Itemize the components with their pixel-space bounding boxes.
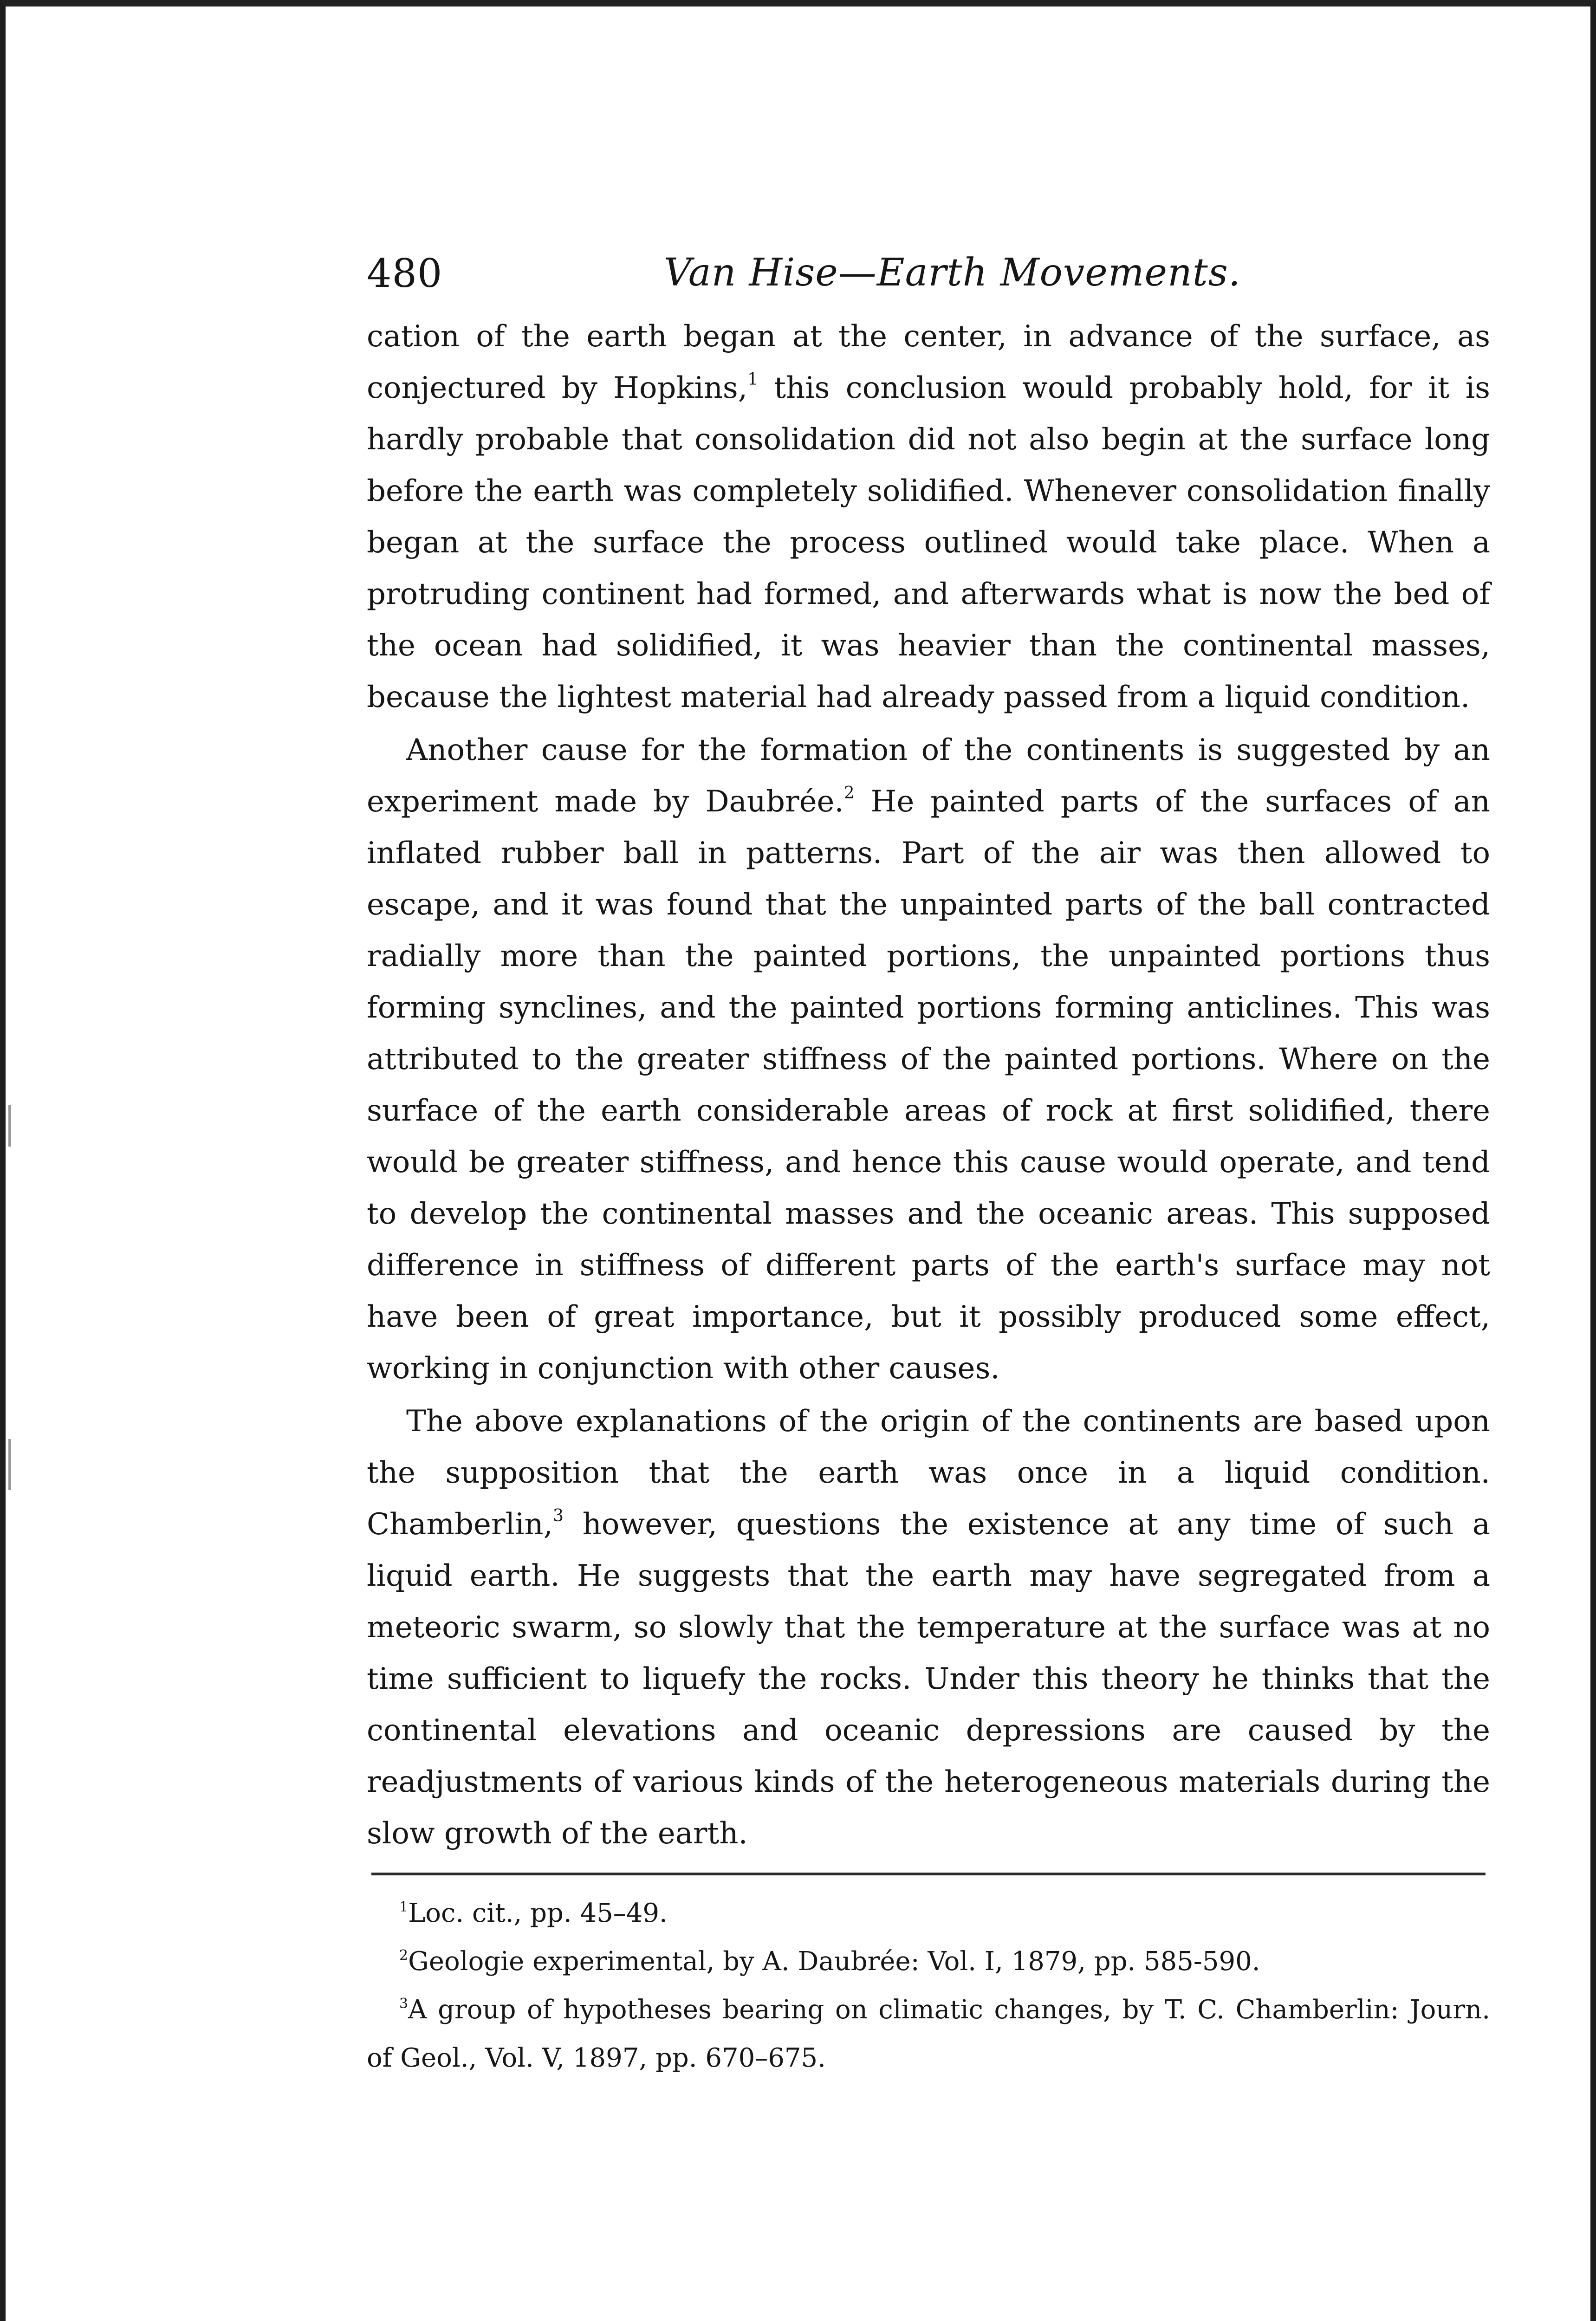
paragraph	[367, 311, 1490, 723]
footnote-mark: 1	[399, 1899, 409, 1915]
paragraph-text: The above explanations of the origin of the continents are based upon the supposition that the earth was once in a liquid condition. Chamberlin,	[367, 1404, 1490, 1542]
footnote	[367, 1938, 1490, 1986]
paragraph-text: He painted parts of the surfaces of an inflated rubber ball in patterns. Part of the air was then allowed to escape, and it was found that the unpainted parts of the ball contracted radially more than the painted portions, the unpainted portions thus forming synclines, and the painted portions forming anticlines. This was attributed to the greater stiffness of the painted portions. Where on the surface of the earth considerable areas of rock at first solidified, there would be greater stiffness, and hence this cause would operate, and tend to develop the continental masses and the oceanic areas. This supposed difference in stiffness of different parts of the earth's surface may not have been of great importance, but it possibly produced some effect, working in conjunction with other causes.	[367, 784, 1491, 1386]
footnote-mark: 2	[399, 1947, 409, 1964]
page-header	[367, 241, 1490, 306]
footnote-text: Loc. cit., pp. 45–49.	[408, 1898, 668, 1928]
footnote-text: Geologie experimental, by A. Daubrée: Vol. I, 1879, pp. 585-590.	[408, 1946, 1260, 1977]
footnote-ref: 2	[843, 784, 855, 803]
footnote-mark: 3	[399, 1996, 409, 2012]
margin-mark	[8, 1439, 11, 1490]
book-page	[367, 241, 1490, 2082]
margin-mark	[8, 1105, 11, 1147]
footnote-ref: 1	[747, 370, 759, 389]
footnotes	[367, 1889, 1490, 2082]
running-title: Van Hise—Earth Movements.	[664, 251, 1241, 295]
paragraph	[367, 1396, 1490, 1860]
paragraph-text: Another cause for the formation of the continents is suggested by an experiment made by Daubrée.	[367, 733, 1490, 819]
footnote	[367, 1889, 1490, 1938]
footnote	[367, 1986, 1490, 2082]
footnote-rule	[371, 1873, 1486, 1875]
page-number: 480	[367, 251, 443, 296]
paragraph-text: this conclusion would probably hold, for it is hardly probable that consolidation did not also begin at the surface long before the earth was completely solidified. Whenever consolidation finally began at the surface the process outlined would take place. When a protruding continent had formed, and afterwards what is now the bed of the ocean had solidified, it was heavier than the continental masses, because the lightest material had already passed from a liquid condition.	[367, 371, 1491, 714]
body-text	[367, 311, 1490, 1860]
paragraph-text: however, questions the existence at any time of such a liquid earth. He suggests that the earth may have segregated from a meteoric swarm, so slowly that the temperature at the surface was at no time sufficient to liquefy the rocks. Under this theory he thinks that the continental elevations and oceanic depressions are caused by the readjustments of various kinds of the heterogeneous materials during the slow growth of the earth.	[367, 1507, 1490, 1851]
paragraph-text: cation of the earth began at the center, in advance of the surface, as conjectured by Hopkins,	[367, 319, 1490, 405]
footnote-ref: 3	[552, 1506, 564, 1525]
footnote-text: A group of hypotheses bearing on climatic changes, by T. C. Chamberlin: Journ. of Geol., Vol. V, 1897, pp. 670–675.	[367, 1995, 1490, 2073]
paragraph	[367, 725, 1490, 1394]
